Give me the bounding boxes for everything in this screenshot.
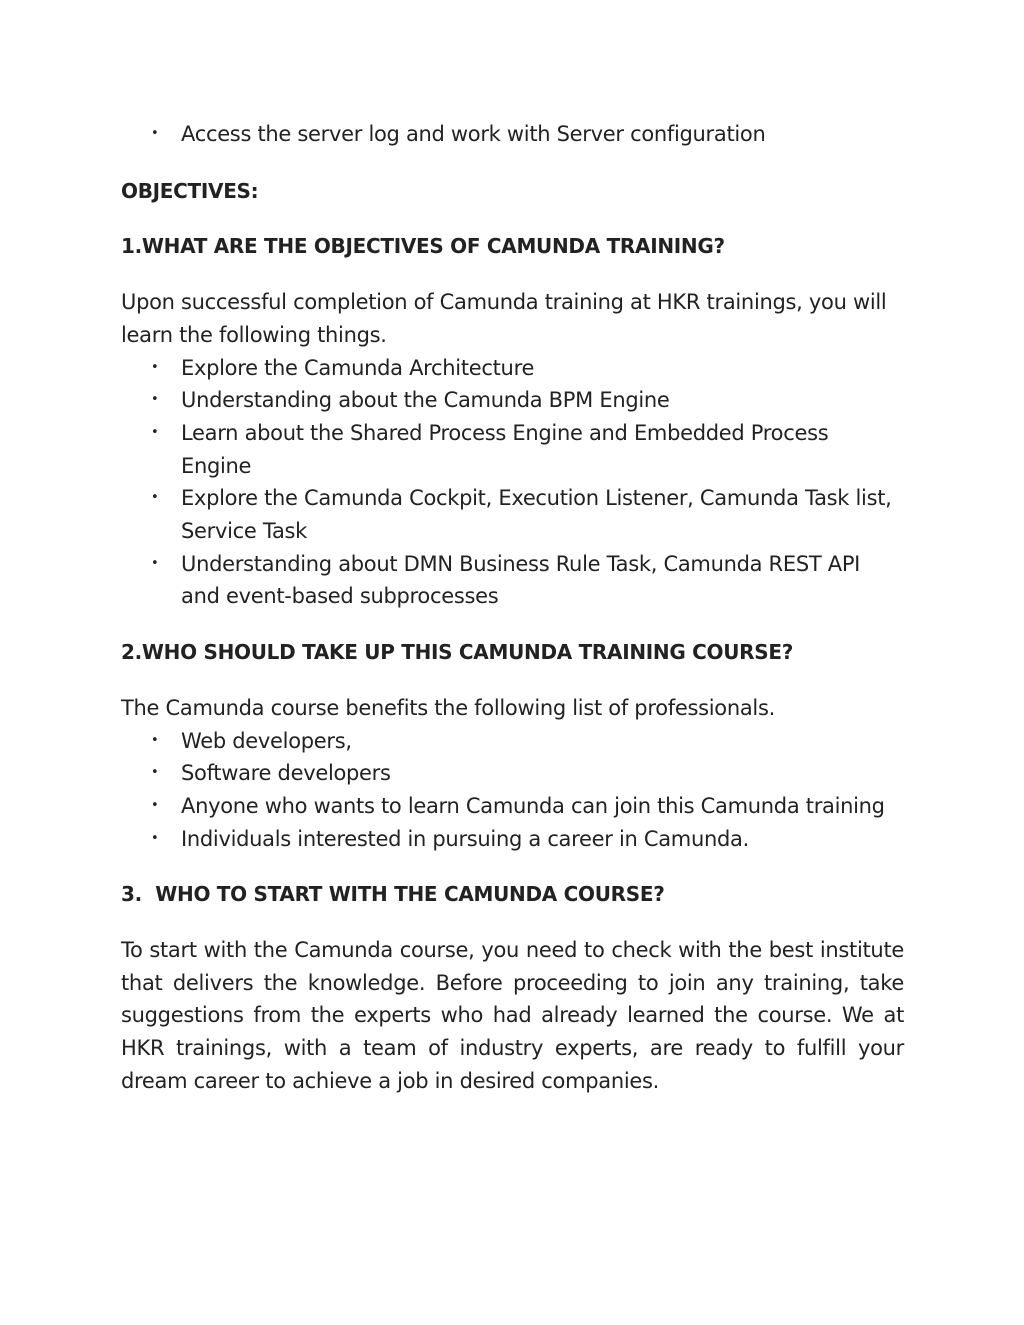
list-item: • Learn about the Shared Process Engine and Embedded Process Engine: [181, 417, 904, 482]
list-item: • Understanding about DMN Business Rule Task, Camunda REST API and event-based subprocesses: [181, 548, 904, 613]
section-2-paragraph: The Camunda course benefits the following list of professionals.: [121, 695, 775, 720]
list-item: • Web developers,: [181, 725, 904, 758]
list-item: • Explore the Camunda Architecture: [181, 352, 904, 385]
list-item: • Software developers: [181, 757, 904, 790]
section-2-heading: 2.WHO SHOULD TAKE UP THIS CAMUNDA TRAINING COURSE?: [121, 640, 794, 665]
list-item: • Explore the Camunda Cockpit, Execution Listener, Camunda Task list, Service Task: [181, 482, 904, 547]
list-item: • Individuals interested in pursuing a career in Camunda.: [181, 823, 904, 856]
objectives-heading: OBJECTIVES:: [121, 178, 259, 203]
list-item: • Anyone who wants to learn Camunda can join this Camunda training: [181, 790, 904, 823]
section-3-paragraph: To start with the Camunda course, you need to check with the best institute that delivers the knowledge. Before proceeding to join any training, take suggestions from the experts who had already learned the course. We at HKR trainings, with a team of industry experts, are ready to fulfill your dream career to achieve a job in desired companies.: [121, 938, 904, 1093]
list-item: • Access the server log and work with Server configuration: [181, 118, 904, 151]
document-content: [121, 118, 904, 1098]
section-3-heading: 3. WHO TO START WITH THE CAMUNDA COURSE?: [121, 882, 665, 907]
section-1-heading: 1.WHAT ARE THE OBJECTIVES OF CAMUNDA TRAINING?: [121, 234, 725, 259]
list-item: • Understanding about the Camunda BPM Engine: [181, 384, 904, 417]
section-1-paragraph: Upon successful completion of Camunda training at HKR trainings, you will learn the following things.: [121, 290, 887, 347]
intro-bullet-list: [121, 118, 904, 151]
section-2-bullet-list: [121, 725, 904, 856]
section-1-bullet-list: [121, 352, 904, 614]
